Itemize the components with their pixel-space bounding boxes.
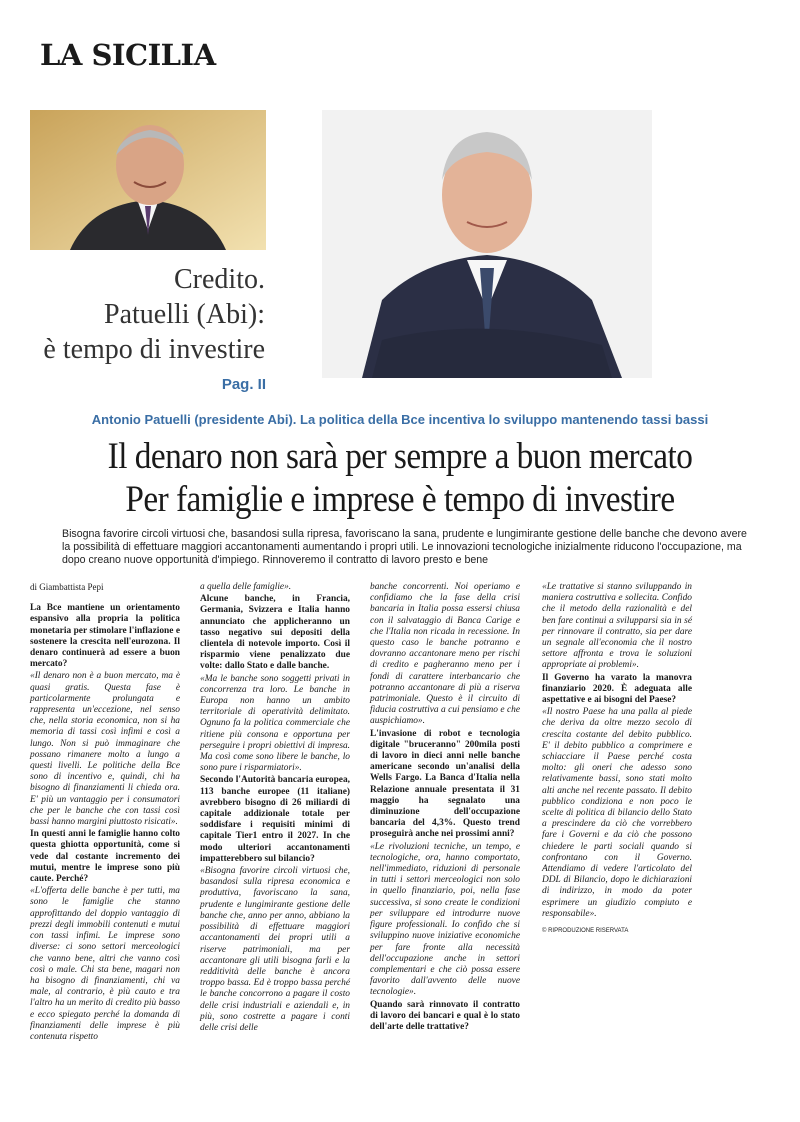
portrait-photo-small (30, 110, 266, 250)
kicker: Antonio Patuelli (presidente Abi). La politica della Bce incentiva lo sviluppo mantenendo tassi bassi (91, 412, 709, 427)
copyright-notice: © RIPRODUZIONE RISERVATA (542, 928, 629, 935)
article-column-1 (30, 582, 180, 1044)
answer: «Bisogna favorire circoli virtuosi che, basandosi sulla ripresa economica e produttiva, favoriscano la sana, prudente e lungimirante gestione delle banche che, anno per anno, abbiano la possibilità di effettuare maggiori accantonamenti dei propri utili a riserve patrimoniali, ma per accantonare gli utili bisogna farli e la redditività delle banche è ancora troppo bassa. Ed è troppo bassa perché le banche concorrono a pagare il costo delle crisi industriali e aziendali e, in più, sono costrette a pagare i conti delle crisi delle (200, 866, 350, 1033)
question: Secondo l'Autorità bancaria europea, 113 banche europee (11 italiane) avrebbero bisogno di 26 miliardi di capitale addizionale totale per soddisfare i requisiti minimi di capitale Tier1 entro il 2027. In che modo ulteriori accantonamenti impatterebbero sul bilancio? (200, 775, 350, 864)
teaser-title[interactable] (43, 262, 265, 367)
question: Il Governo ha varato la manovra finanziario 2020. È adeguata alle aspettative e ai bisogni del Paese? (542, 672, 692, 706)
question: Alcune banche, in Francia, Germania, Svizzera e Italia hanno annunciato che applicheranno un tasso negativo sui depositi della clientela di notevole importo. Così il risparmio viene penalizzato due volte: dallo Stato e dalle banche. (200, 594, 350, 672)
article-column-3 (370, 582, 520, 1034)
headline-line-2: Per famiglie e imprese è tempo di investire (125, 479, 675, 520)
byline: di Giambattista Pepi (30, 582, 104, 592)
answer: «Il denaro non è a buon mercato, ma è quasi gratis. Questa fase è particolarmente prolungata e rappresenta un'eccezione, nel senso che, nella storia economica, non si ha memoria di tassi così infimi e così a lungo. Non si può immaginare che possano rimanere molto a lungo a questi livelli. Le politiche della Bce sono di incentivo e, quindi, chi ha bisogno di finanziamenti li chieda ora. E' più un vantaggio per i consumatori che per le banche che con tassi così bassi hanno margini piuttosto risicati». (30, 671, 180, 828)
answer: banche concorrenti. Noi operiamo e confidiamo che la fase della crisi bancaria in Italia possa essersi chiusa con il salvataggio di Banca Carige e che l'Italia non ricada in recessione. In questo caso le banche potranno e dovranno accantonare meno per rischi di credito e pagheranno meno per i fondi di carattere interbancario che potranno accantonare di più a riserva patrimoniale. Questo è il circuito di fiducia costruttiva a cui pensiamo e che auspichiamo». (370, 582, 520, 727)
page-reference-link[interactable]: Pag. II (221, 376, 266, 393)
answer: a quella delle famiglie». (200, 582, 292, 592)
question: La Bce mantiene un orientamento espansivo alla propria la politica monetaria per stimolare l'inflazione e sostenere la crescita nell'eurozona. Il denaro continuerà ad essere a buon mercato? (30, 603, 180, 670)
answer: «Il nostro Paese ha una palla al piede che deriva da oltre mezzo secolo di crescita costante del debito pubblico. E' il debito pubblico a comprimere e schiacciare il Paese perché costa molto: gli oneri che adesso sono relativamente bassi, sono stati molto alti anche nel recente passato. Il debito pubblico condiziona e non poco le scelte di politica di bilancio dello Stato a prescindere da ciò che vorrebbero fare i Governi e da ciò che possono chiedere le parti sociali quando si confrontano con il Governo. Attendiamo di vedere l'articolato del DDL di Bilancio, dopo le dichiarazioni di indirizzo, in modo da poter esprimere un giudizio compiuto e responsabile». (542, 707, 692, 919)
answer: «Le trattative si stanno sviluppando in maniera costruttiva e sollecita. Confido che il metodo della razionalità e del ben fare continui a svilupparsi sia in sé per rinnovare il contratto, sia per dare un segnale all'economia che il nostro settore affronta e trova le soluzioni appropriate ai problemi». (542, 582, 692, 671)
portrait-photo-large (322, 110, 652, 378)
article-summary: Bisogna favorire circoli virtuosi che, basandosi sulla ripresa, favoriscano la sana, prudente e lungimirante gestione delle banche che devono avere la possibilità di effettuare maggiori accantonamenti aumentando i propri utili. Le innovazioni tecnologiche inizialmente riducono l'occupazione, ma dopo creano nuove opportunità d'impiego. Rinnoveremo il contratto di lavoro presto e bene (62, 528, 747, 566)
teaser-line-1: Credito. (174, 264, 265, 295)
article-column-2 (200, 582, 350, 1035)
article-column-4 (542, 582, 692, 938)
teaser-line-2: Patuelli (Abi): (104, 299, 265, 330)
question: Quando sarà rinnovato il contratto di lavoro dei bancari e qual è lo stato dell'arte delle trattative? (370, 999, 520, 1032)
question: In questi anni le famiglie hanno colto questa ghiotta opportunità, come si vede dal costante incremento dei mutui, mentre le imprese sono più caute. Perché? (30, 829, 180, 885)
answer: «Le rivoluzioni tecniche, un tempo, e tecnologiche, ora, hanno comportato, nell'immediato, riduzioni di personale in tutti i settori merceologici non solo in quello finanziario, poi, nella fase successiva, si sono create le condizioni per sviluppare ed introdurre nuove figure professionali. Io confido che si sviluppino nuove iniziative economiche per fare fronte alla necessità dell'occupazione anche in settori complementari e che ciò possa essere favorito dall'avvento delle nuove tecnologie». (370, 841, 520, 998)
headline-line-1: Il denaro non sarà per sempre a buon mercato (107, 436, 693, 477)
answer: «Ma le banche sono soggetti privati in concorrenza tra loro. Le banche in Europa non hanno un ambito territoriale di operatività delimitato. Ognuno fa la politica commerciale che ritiene più consona e opportuna per perseguire i propri obiettivi di impresa. Ma così come sono libere le banche, lo sono pure i risparmiatori». (200, 673, 350, 774)
masthead: LA SICILIA (40, 38, 216, 72)
teaser-line-3: è tempo di investire (43, 334, 265, 365)
question: L'invasione di robot e tecnologia digitale "bruceranno" 200mila posti di lavoro in dieci anni nelle banche americane secondo un'analisi della Wells Fargo. La Banca d'Italia nella Relazione annuale presentata il 31 maggio ha segnalato una diminuzione dell'occupazione bancaria del 4,3%. Questo trend proseguirà anche nei prossimi anni? (370, 728, 520, 840)
answer: «L'offerta delle banche è per tutti, ma sono le famiglie che stanno approfittando del doppio vantaggio di prezzi degli immobili contenuti e mutui con tassi infimi. Le imprese sono diverse: ci sono settori merceologici che vanno bene, altri che vanno così così o male. Chi sta bene, magari non ha bisogno di finanziamenti, chi va male, al contrario, è più cauto e tra l'altro ha un merito di credito più basso e ecco spiegato perché la domanda di finanziamenti delle imprese è più contenuta rispetto (30, 886, 180, 1042)
